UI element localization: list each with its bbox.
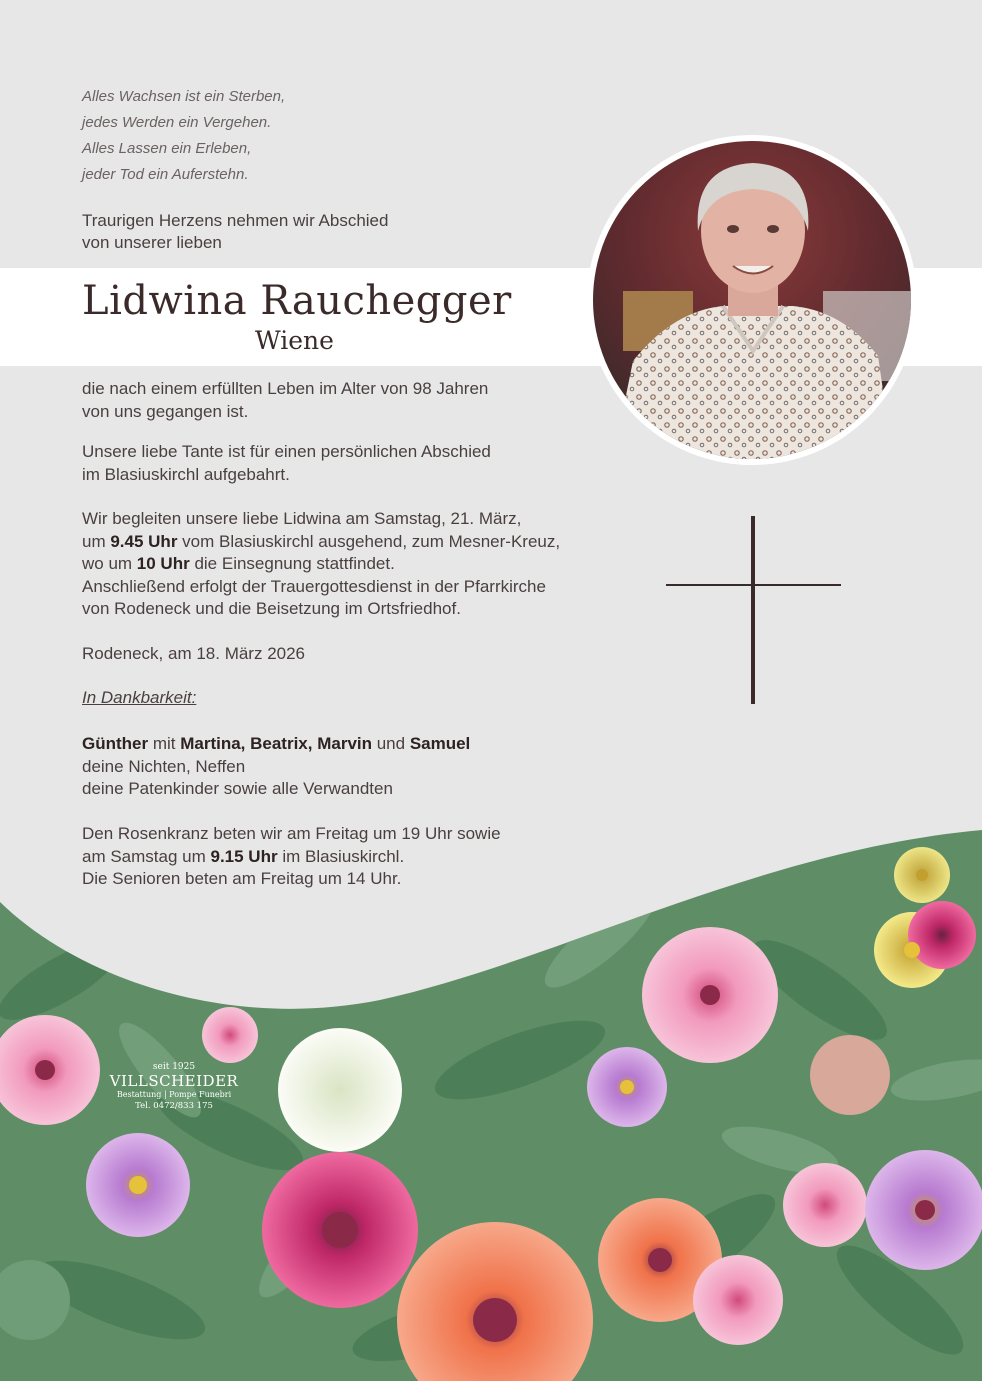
funeral-home-logo [104, 1062, 244, 1111]
text: die Einsegnung stattfindet. [189, 554, 395, 573]
logo-brand: VILLSCHEIDER [109, 1072, 239, 1090]
text: im Blasiuskirchl. [277, 846, 405, 866]
intro-text [82, 210, 388, 254]
text-line: von uns gegangen ist. [82, 401, 249, 421]
text: wo um [82, 554, 137, 573]
text-line: deine Nichten, Neffen [82, 756, 246, 776]
paragraph-viewing [82, 441, 491, 486]
text-line: deine Patenkinder sowie alle Verwandten [82, 779, 393, 798]
text-line: Die Senioren beten am Freitag um 14 Uhr. [82, 869, 402, 888]
cross-icon [751, 516, 755, 704]
text-line: die nach einem erfüllten Leben im Alter von 98 Jahren [82, 379, 489, 398]
text: und [372, 734, 410, 753]
poem [82, 84, 285, 188]
text: vom Blasiuskirchl ausgehend, zum Mesner-Kreuz, [177, 531, 561, 551]
text: am Samstag um [82, 846, 211, 866]
text-line [82, 553, 560, 576]
intro-line: Traurigen Herzens nehmen wir Abschied [82, 211, 389, 230]
text-line: Anschließend erfolgt der Trauergottesdienst in der Pfarrkirche [82, 576, 546, 596]
portrait-illustration [593, 141, 911, 459]
cross-icon-bar [666, 584, 841, 586]
paragraph-funeral [82, 508, 560, 621]
text: um [82, 531, 111, 551]
intro-line: von unserer lieben [82, 233, 222, 252]
poem-line: Alles Lassen ein Erleben, [82, 140, 252, 157]
text-line [82, 531, 560, 554]
portrait-photo [593, 141, 911, 459]
paragraph-age [82, 378, 488, 423]
poem-line: Alles Wachsen ist ein Sterben, [82, 88, 286, 105]
deceased-nickname: Wiene [255, 326, 334, 355]
gratitude-heading: In Dankbarkeit: [82, 688, 197, 707]
mourner-name: Martina, Beatrix, Marvin [180, 734, 372, 753]
poem-line: jedes Werden ein Vergehen. [82, 114, 272, 131]
text: mit [148, 734, 181, 753]
text-line: Unsere liebe Tante ist für einen persönlichen Abschied [82, 442, 491, 461]
time-highlight: 10 Uhr [136, 554, 190, 573]
mourner-name: Samuel [409, 734, 471, 753]
time-highlight: 9.15 Uhr [210, 846, 278, 866]
poem-line: jeder Tod ein Auferstehn. [82, 166, 249, 183]
logo-subtitle: Bestattung | Pompe Funebri [116, 1090, 232, 1099]
mourners-list [82, 733, 470, 801]
time-highlight: 9.45 Uhr [110, 531, 178, 551]
logo-phone: Tel. 0472/833 175 [135, 1101, 213, 1111]
text-line [82, 733, 470, 756]
logo-since: seit 1925 [152, 1062, 196, 1072]
text-line: im Blasiuskirchl aufgebahrt. [82, 464, 290, 484]
place-date: Rodeneck, am 18. März 2026 [82, 644, 306, 663]
text-line: Den Rosenkranz beten wir am Freitag um 19 Uhr sowie [82, 824, 501, 843]
deceased-name: Lidwina Rauchegger [82, 278, 512, 324]
text-line: von Rodeneck und die Beisetzung im Ortsfriedhof. [82, 599, 461, 618]
text-line: Wir begleiten unsere liebe Lidwina am Samstag, 21. März, [82, 509, 522, 528]
mourner-name: Günther [82, 734, 149, 753]
